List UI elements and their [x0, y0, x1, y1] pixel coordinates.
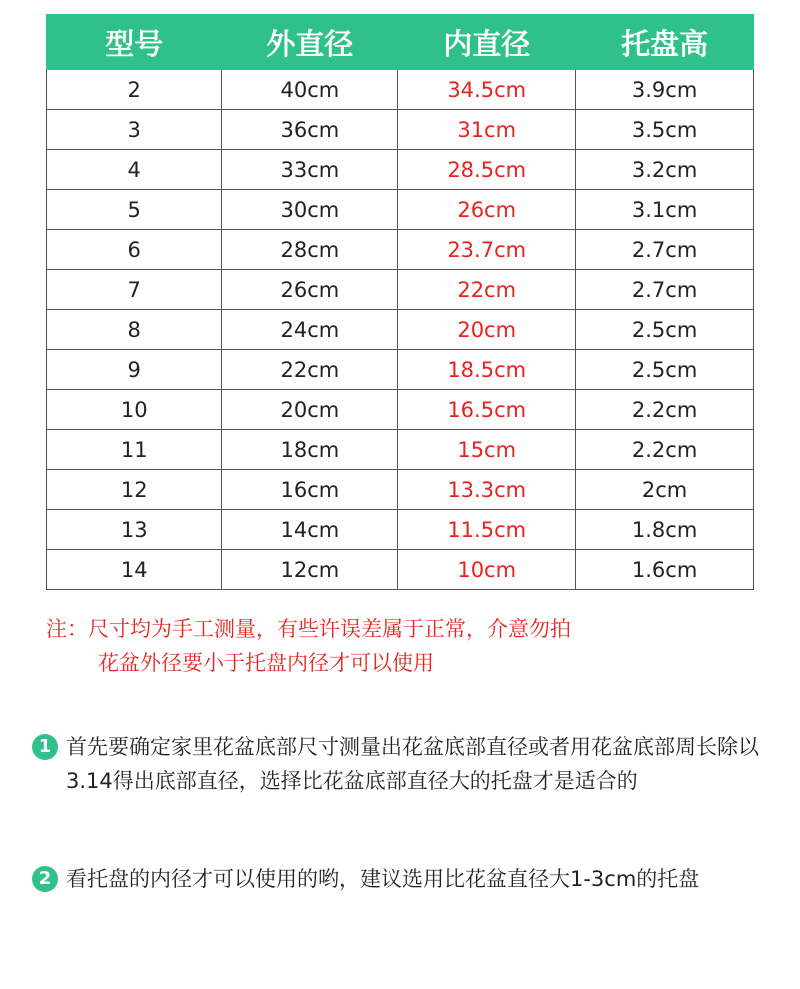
- cell-inner-diameter: 11.5cm: [398, 510, 576, 550]
- header-inner-diameter: 内直径: [398, 15, 576, 70]
- header-model: 型号: [47, 15, 222, 70]
- cell-tray-height: 3.9cm: [576, 70, 754, 110]
- cell-outer-diameter: 26cm: [222, 270, 398, 310]
- tip-number-badge: 2: [32, 866, 58, 892]
- cell-inner-diameter: 28.5cm: [398, 150, 576, 190]
- table-row: [47, 430, 754, 470]
- cell-outer-diameter: 22cm: [222, 350, 398, 390]
- tip-text: 首先要确定家里花盆底部尺寸测量出花盆底部直径或者用花盆底部周长除以3.14得出底部直径，选择比花盆底部直径大的托盘才是适合的: [66, 735, 759, 793]
- cell-outer-diameter: 30cm: [222, 190, 398, 230]
- cell-tray-height: 2.2cm: [576, 390, 754, 430]
- note-prefix: 注：: [46, 617, 88, 641]
- cell-outer-diameter: 16cm: [222, 470, 398, 510]
- table-row: [47, 550, 754, 590]
- cell-tray-height: 3.1cm: [576, 190, 754, 230]
- note-line1: 尺寸均为手工测量，有些许误差属于正常，介意勿拍: [88, 617, 571, 641]
- cell-tray-height: 2.5cm: [576, 310, 754, 350]
- cell-tray-height: 1.6cm: [576, 550, 754, 590]
- table-row: [47, 70, 754, 110]
- cell-model: 5: [47, 190, 222, 230]
- cell-model: 10: [47, 390, 222, 430]
- cell-model: 7: [47, 270, 222, 310]
- cell-inner-diameter: 26cm: [398, 190, 576, 230]
- cell-inner-diameter: 10cm: [398, 550, 576, 590]
- cell-outer-diameter: 18cm: [222, 430, 398, 470]
- cell-outer-diameter: 40cm: [222, 70, 398, 110]
- cell-inner-diameter: 18.5cm: [398, 350, 576, 390]
- table-row: [47, 190, 754, 230]
- cell-model: 13: [47, 510, 222, 550]
- cell-model: 2: [47, 70, 222, 110]
- cell-tray-height: 2.7cm: [576, 270, 754, 310]
- table-row: [47, 230, 754, 270]
- cell-inner-diameter: 31cm: [398, 110, 576, 150]
- table-row: [47, 470, 754, 510]
- cell-outer-diameter: 36cm: [222, 110, 398, 150]
- cell-outer-diameter: 33cm: [222, 150, 398, 190]
- cell-outer-diameter: 20cm: [222, 390, 398, 430]
- table-row: [47, 310, 754, 350]
- table-row: [47, 270, 754, 310]
- cell-inner-diameter: 23.7cm: [398, 230, 576, 270]
- cell-inner-diameter: 22cm: [398, 270, 576, 310]
- tip-2: [32, 862, 762, 896]
- cell-model: 3: [47, 110, 222, 150]
- cell-inner-diameter: 20cm: [398, 310, 576, 350]
- note: [46, 612, 766, 680]
- cell-model: 4: [47, 150, 222, 190]
- table-row: [47, 110, 754, 150]
- cell-model: 6: [47, 230, 222, 270]
- table-header-row: [47, 15, 754, 70]
- cell-outer-diameter: 14cm: [222, 510, 398, 550]
- cell-inner-diameter: 13.3cm: [398, 470, 576, 510]
- cell-tray-height: 2.2cm: [576, 430, 754, 470]
- cell-model: 11: [47, 430, 222, 470]
- cell-model: 8: [47, 310, 222, 350]
- cell-tray-height: 2.5cm: [576, 350, 754, 390]
- cell-outer-diameter: 28cm: [222, 230, 398, 270]
- cell-model: 14: [47, 550, 222, 590]
- cell-outer-diameter: 12cm: [222, 550, 398, 590]
- cell-model: 12: [47, 470, 222, 510]
- table-body: [47, 70, 754, 590]
- cell-tray-height: 2cm: [576, 470, 754, 510]
- cell-outer-diameter: 24cm: [222, 310, 398, 350]
- header-outer-diameter: 外直径: [222, 15, 398, 70]
- cell-tray-height: 3.5cm: [576, 110, 754, 150]
- cell-tray-height: 2.7cm: [576, 230, 754, 270]
- tip-1: [32, 730, 762, 798]
- cell-tray-height: 3.2cm: [576, 150, 754, 190]
- cell-model: 9: [47, 350, 222, 390]
- table-row: [47, 150, 754, 190]
- table-row: [47, 390, 754, 430]
- table-row: [47, 350, 754, 390]
- table-row: [47, 510, 754, 550]
- cell-tray-height: 1.8cm: [576, 510, 754, 550]
- tip-number-badge: 1: [32, 734, 58, 760]
- tip-text: 看托盘的内径才可以使用的哟，建议选用比花盆直径大1-3cm的托盘: [66, 867, 700, 891]
- note-line2: 花盆外径要小于托盘内径才可以使用: [98, 651, 434, 675]
- cell-inner-diameter: 16.5cm: [398, 390, 576, 430]
- size-table: [46, 14, 754, 590]
- header-tray-height: 托盘高: [576, 15, 754, 70]
- cell-inner-diameter: 15cm: [398, 430, 576, 470]
- cell-inner-diameter: 34.5cm: [398, 70, 576, 110]
